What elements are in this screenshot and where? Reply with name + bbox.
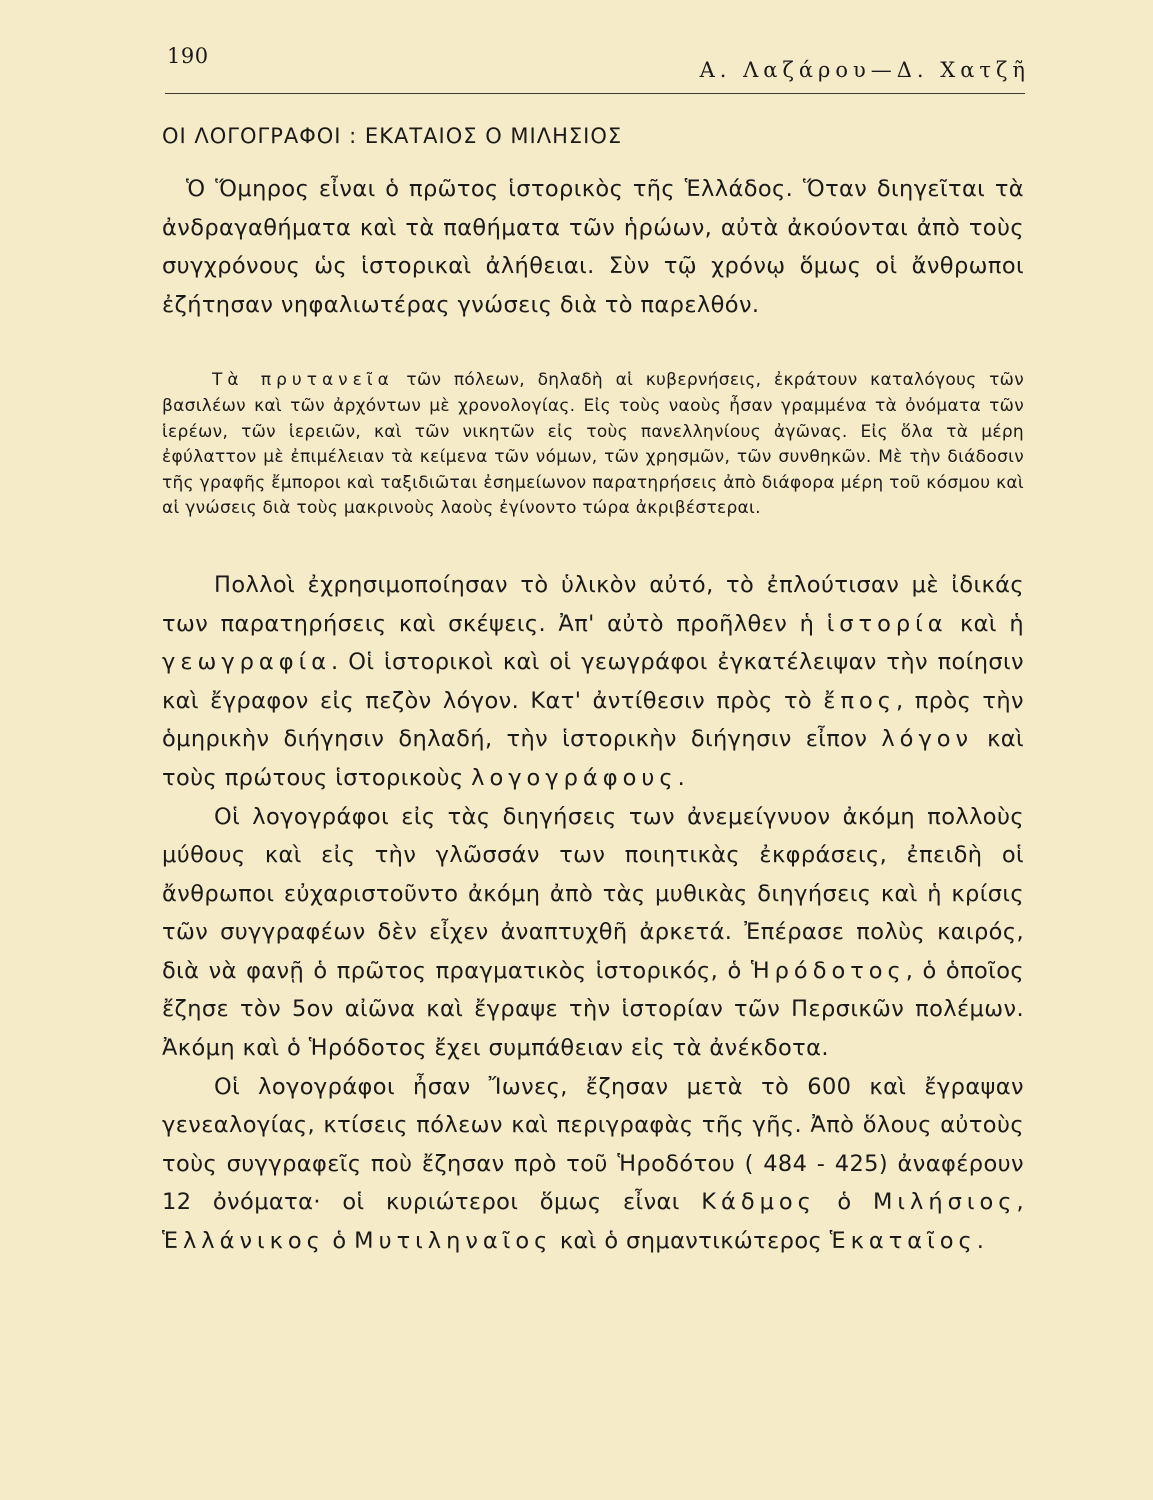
text-run: Οἱ λογογράφοι εἰς τὰς διηγήσεις των ἀνεμείγνυον ἀκόμη πολλοὺς μύθους καὶ εἰς τὴν γλῶσσάν των ποιητικὰς ἐκφράσεις, ἐπειδὴ οἱ ἄνθρωποι εὐχαριστοῦντο ἀκόμη ἀπὸ τὰς μυθικὰς διηγήσεις καὶ ἡ κρίσις τῶν συγγραφέων δὲν εἶχεν ἀναπτυχθῆ ἀρκετά. Ἐπέρασε πολὺς καιρός, διὰ νὰ φανῇ ὁ πρῶτος πραγματικὸς ἱστορικός, ὁ [162, 803, 1024, 984]
running-head: Α. Λαζάρου—Δ. Χατζῆ [699, 58, 1030, 82]
text-run: . Οἱ ἱστορικοὶ καὶ οἱ γεωγράφοι ἐγκατέλειψαν τὴν ποίησιν καὶ ἔγραφον εἰς πεζὸν λόγον. Κατ' ἀντίθεσιν πρὸς τὸ [162, 649, 1024, 714]
paragraph-logographers-myths [162, 798, 1024, 1068]
text-run: καὶ ἡ [947, 610, 1024, 637]
intro-paragraph: Ὁ Ὅμηρος εἶναι ὁ πρῶτος ἱστορικὸς τῆς Ἑλλάδος. Ὅταν διηγεῖται τὰ ἀνδραγαθήματα καὶ τὰ παθήματα τῶν ἡρώων, αὐτὰ ἀκούονται ἀπὸ τοὺς συγχρόνους ὡς ἱστορικαὶ ἀλήθειαι. Σὺν τῷ χρόνῳ ὅμως οἱ ἄνθρωποι ἐζήτησαν νηφαλιωτέρας γνώσεις διὰ τὸ παρελθόν. [162, 176, 1024, 318]
body-block [162, 566, 1024, 1261]
text-run: , [1016, 1189, 1024, 1216]
text-run: . [976, 1228, 985, 1255]
text-run: , ὁ ὁποῖος ἔζησε τὸν 5ον αἰῶνα καὶ ἔγραψε τὴν ἱστορίαν τῶν Περσικῶν πολέμων. Ἀκόμη καὶ ὁ Ἡρόδοτος ἔχει συμπάθειαν εἰς τὰ ἀνέκδοτα. [162, 957, 1024, 1062]
spaced-term-milesios: Μιλήσιος [872, 1189, 1017, 1216]
spaced-term-herodotos: Ἡρόδοτος [750, 957, 906, 984]
spaced-term-hellanikos: Ἑλλάνικος [162, 1228, 325, 1255]
page-number: 190 [167, 44, 209, 68]
text-run: Πολλοὶ ἐχρησιμοποίησαν τὸ ὑλικὸν αὐτό, τὸ ἐπλούτισαν μὲ ἰδικάς των παρατηρήσεις καὶ σκέψεις. Ἀπ' αὐτὸ προῆλθεν ἡ [162, 571, 1024, 637]
text-run: ὁ [324, 1228, 355, 1255]
text-run: Οἱ λογογράφοι ἦσαν Ἴωνες, ἔζησαν μετὰ τὸ 600 καὶ ἔγραψαν γενεαλογίας, κτίσεις πόλεων καὶ περιγραφὰς τῆς γῆς. Ἀπὸ ὅλους αὐτοὺς τοὺς συγγραφεῖς ποὺ ἔζησαν πρὸ τοῦ Ἡροδότου ( 484 - 425) ἀναφέρουν 12 ὀνόματα· οἱ κυριώτεροι ὅμως εἶναι [162, 1073, 1024, 1216]
note-spaced-term: Τὰ πρυτανεῖα [212, 370, 394, 391]
note-paragraph [162, 368, 1024, 522]
spaced-term-epos: ἔπος [823, 687, 896, 714]
text-run: καὶ ὁ σημαντικώτερος [552, 1228, 830, 1255]
spaced-term-logon: λόγον [881, 726, 974, 753]
text-column [162, 120, 1024, 1261]
spaced-term-mytilenaios: Μυτιληναῖος [354, 1228, 553, 1255]
text-run: ὁ [815, 1189, 873, 1216]
text-run: . [677, 764, 686, 791]
header-rule [165, 93, 1025, 94]
text-run: καὶ τοὺς πρώτους ἱστορικοὺς [162, 726, 1024, 791]
text-run: , πρὸς τὴν ὁμηρικὴν διήγησιν δηλαδή, τὴν ἱστορικὴν διήγησιν εἶπον [162, 687, 1024, 753]
spaced-term-kadmos: Κάδμος [701, 1189, 816, 1216]
spaced-term-geographia: γεωγραφία [162, 649, 332, 676]
spaced-term-logographous: λογογράφους [471, 764, 678, 791]
paragraph-history [162, 566, 1024, 798]
paragraph-logographers-ionians [162, 1068, 1024, 1261]
spaced-term-hekataios: Ἑκαταῖος [829, 1228, 977, 1255]
spaced-term-historia: ἱστορία [826, 610, 948, 637]
note-text: τῶν πόλεων, δηλαδὴ αἱ κυβερνήσεις, ἐκράτουν καταλόγους τῶν βασιλέων καὶ τῶν ἀρχόντων μὲ χρονολογίας. Εἰς τοὺς ναοὺς ἦσαν γραμμένα τὰ ὀνόματα τῶν ἱερέων, τῶν ἱερειῶν, καὶ τῶν νικητῶν εἰς τοὺς πανελληνίους ἀγῶνας. Εἰς ὅλα τὰ μέρη ἐφύλαττον μὲ ἐπιμέλειαν τὰ κείμενα τῶν νόμων, τῶν χρησμῶν, τῶν συνθηκῶν. Μὲ τὴν διάδοσιν τῆς γραφῆς ἔμποροι καὶ ταξιδιῶται ἐσημείωνον παρατηρήσεις ἀπὸ διάφορα μέρη τοῦ κόσμου καὶ αἱ γνώσεις διὰ τοὺς μακρινοὺς λαοὺς ἐγίνοντο τώρα ἀκριβέστεραι. [162, 370, 1024, 519]
chapter-title: ΟΙ ΛΟΓΟΓΡΑΦΟΙ : ΕΚΑΤΑΙΟΣ Ο ΜΙΛΗΣΙΟΣ [162, 124, 623, 148]
